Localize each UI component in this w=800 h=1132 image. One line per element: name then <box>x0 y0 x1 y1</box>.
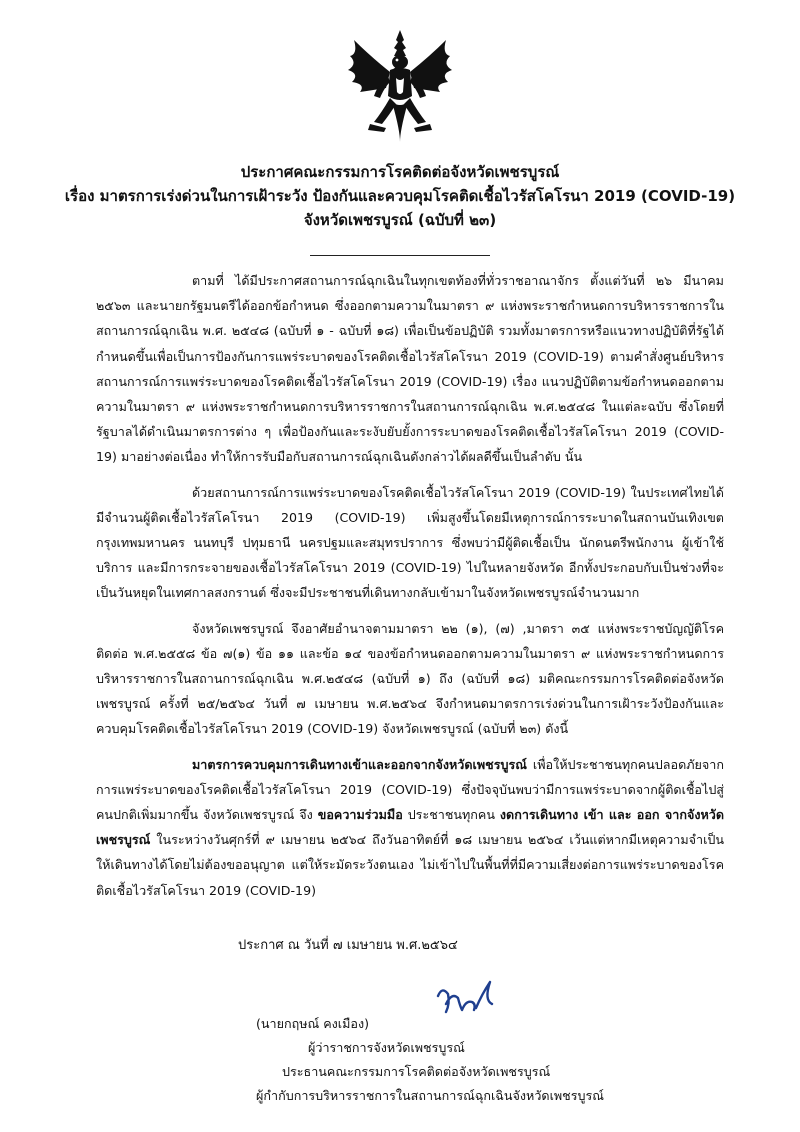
announcement-issue-number: จังหวัดเพชรบูรณ์ (ฉบับที่ ๒๓) <box>303 211 497 229</box>
cooperation-request: ขอความร่วมมือ <box>317 807 403 823</box>
travel-ban-notice: งดการเดินทาง เข้า และ ออก จากจังหวัดเพชรบูรณ์ <box>96 807 725 848</box>
announcement-body <box>96 268 724 915</box>
signatory-block <box>256 1012 716 1108</box>
paragraph-2-text: ด้วยสถานการณ์การแพร่ระบาดของโรคติดเชื้อไวรัสโคโรนา 2019 (COVID-19) ในประเทศไทยได้มีจำนวนผู้ติดเชื้อไวรัสโคโรนา 2019 (COVID-19) เพิ่มสูงขึ้นโดยมีเหตุการณ์การระบาดในสถานบันเทิงเขตกรุงเทพมหานคร นนทบุรี ปทุมธานี นครปฐมและสมุทรปราการ ซึ่งพบว่ามีผู้ติดเชื้อเป็น นักดนตรีพนักงาน ผู้เข้าใช้บริการ และมีการกระจายของเชื้อไวรัสโคโรนา 2019 (COVID-19) ไปในหลายจังหวัด อีกทั้งประกอบกับเป็นช่วงที่จะเป็นวันหยุดในเทศกาลสงกรานต์ ซึ่งจะมีประชาชนที่เดินทางกลับเข้ามาในจังหวัดเพชรบูรณ์จำนวนมาก <box>96 484 724 601</box>
header-divider <box>310 255 490 256</box>
signatory-position-governor: ผู้ว่าราชการจังหวัดเพชรบูรณ์ <box>308 1040 465 1055</box>
announcement-header <box>60 160 740 232</box>
paragraph-2 <box>96 480 724 606</box>
paragraph-4 <box>96 752 724 903</box>
paragraph-4-text-2: ประชาชนทุกคน <box>402 807 500 823</box>
signatory-position-supervisor: ผู้กำกับการบริหารราชการในสถานการณ์ฉุกเฉินจังหวัดเพชรบูรณ์ <box>256 1088 604 1103</box>
signatory-name: (นายกฤษณ์ คงเมือง) <box>256 1016 370 1031</box>
garuda-emblem-icon <box>340 26 460 144</box>
paragraph-3 <box>96 616 724 742</box>
paragraph-4-text-1: เพื่อให้ประชาชนทุกคนปลอดภัยจากการแพร่ระบาดของโรคติดเชื้อไวรัสโคโรนา 2019 (COVID-19) ซึ่งปัจจุบันพบว่ามีการแพร่ระบาดจากผู้ติดเชื้อไปสู่คนปกติเพิ่มมากขึ้น จังหวัดเพชรบูรณ์ จึง <box>96 756 724 823</box>
issued-date: ประกาศ ณ วันที่ ๗ เมษายน พ.ศ.๒๕๖๔ <box>238 938 458 953</box>
paragraph-4-text-3: ในระหว่างวันศุกร์ที่ ๙ เมษายน ๒๕๖๔ ถึงวันอาทิตย์ที่ ๑๘ เมษายน ๒๕๖๔ เว้นแต่หากมีเหตุความจำเป็น ให้เดินทางได้โดยไม่ต้องขออนุญาต แต่ให้ระมัดระวังตนเอง ไม่เข้าไปในพื้นที่ที่มีความเสี่ยงต่อการแพร่ระบาดของโรคติดเชื้อไวรัสโคโรนา 2019 (COVID-19) <box>96 832 724 898</box>
paragraph-1 <box>96 268 724 470</box>
paragraph-3-text: จังหวัดเพชรบูรณ์ จึงอาศัยอำนาจตามมาตรา ๒๒ (๑), (๗) ,มาตรา ๓๕ แห่งพระราชบัญญัติโรคติดต่อ พ.ศ.๒๕๕๘ ข้อ ๗(๑) ข้อ ๑๑ และข้อ ๑๔ ของข้อกำหนดออกตามความในมาตรา ๙ แห่งพระราชกำหนดการบริหารราชการในสถานการณ์ฉุกเฉิน พ.ศ.๒๕๔๘ (ฉบับที่ ๑) ถึง (ฉบับที่ ๑๘) มติคณะกรรมการโรคติดต่อจังหวัดเพชรบูรณ์ ครั้งที่ ๒๕/๒๕๖๔ วันที่ ๗ เมษายน พ.ศ.๒๕๖๔ จึงกำหนดมาตรการเร่งด่วนในการเฝ้าระวังป้องกันและควบคุมโรคติดเชื้อไวรัสโคโรนา 2019 (COVID-19) จังหวัดเพชรบูรณ์ (ฉบับที่ ๒๓) ดังนี้ <box>96 620 724 737</box>
announcement-title: ประกาศคณะกรรมการโรคติดต่อจังหวัดเพชรบูรณ์ <box>240 163 560 181</box>
paragraph-1-text: ตามที่ ได้มีประกาศสถานการณ์ฉุกเฉินในทุกเขตท้องที่ทั่วราชอาณาจักร ตั้งแต่วันที่ ๒๖ มีนาคม ๒๕๖๓ และนายกรัฐมนตรีได้ออกข้อกำหนด ซึ่งออกตามความในมาตรา ๙ แห่งพระราชกำหนดการบริหารราชการในสถานการณ์ฉุกเฉิน พ.ศ. ๒๕๔๘ (ฉบับที่ ๑ - ฉบับที่ ๑๘) เพื่อเป็นข้อปฏิบัติ รวมทั้งมาตรการหรือแนวทางปฏิบัติที่รัฐได้กำหนดขึ้นเพื่อเป็นการป้องกันการแพร่ระบาดของโรคติดเชื้อไวรัสโคโรนา 2019 (COVID-19) ตามคำสั่งศูนย์บริหารสถานการณ์การแพร่ระบาดของโรคติดเชื้อไวรัสโคโรนา 2019 (COVID-19) เรื่อง แนวปฏิบัติตามข้อกำหนดออกตามความในมาตรา ๙ แห่งพระราชกำหนดการบริหารราชการในสถานการณ์ฉุกเฉิน พ.ศ.๒๕๔๘ ในแต่ละฉบับ ซึ่งโดยที่รัฐบาลได้ดำเนินมาตรการต่าง ๆ เพื่อป้องกันและระงับยับยั้งการระบาดของโรคติดเชื้อไวรัสโคโรนา 2019 (COVID-19) มาอย่างต่อเนื่อง ทำให้การรับมือกับสถานการณ์ฉุกเฉินดังกล่าวได้ผลดีขึ้นเป็นลำดับ นั้น <box>96 273 724 465</box>
signatory-position-chairman: ประธานคณะกรรมการโรคติดต่อจังหวัดเพชรบูรณ์ <box>282 1064 551 1079</box>
announcement-subject: เรื่อง มาตรการเร่งด่วนในการเฝ้าระวัง ป้องกันและควบคุมโรคติดเชื้อไวรัสโคโรนา 2019 (COVID-19) <box>64 187 736 205</box>
measure-title: มาตรการควบคุมการเดินทางเข้าและออกจากจังหวัดเพชรบูรณ์ <box>192 756 527 772</box>
